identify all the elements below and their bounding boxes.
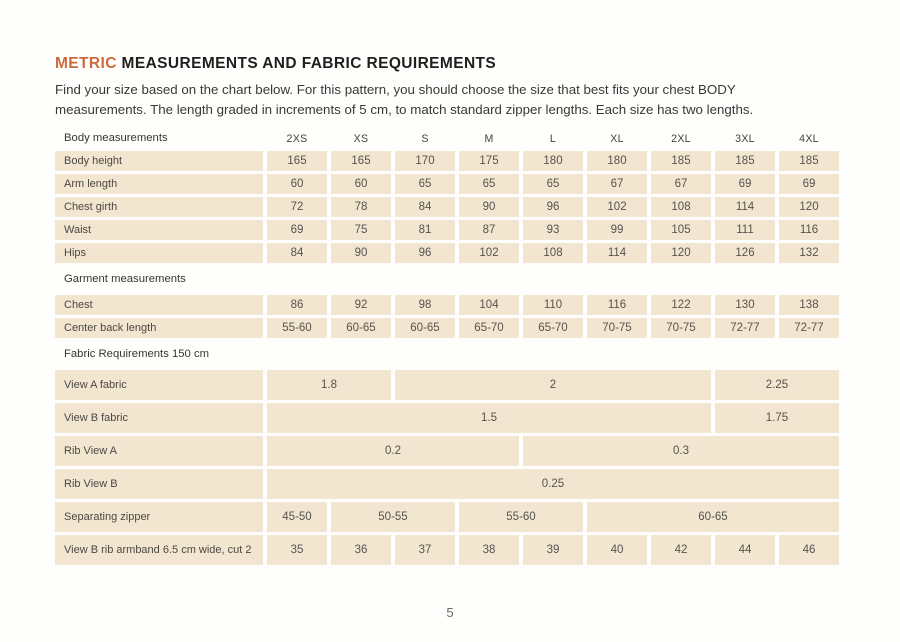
size-header-cell: XS (353, 132, 369, 145)
value-cell: 60 (331, 174, 391, 194)
row-label: Body measurements (64, 132, 168, 144)
row-label: Center back length (55, 318, 263, 338)
value-cell: 60 (267, 174, 327, 194)
value-cell: 65 (523, 174, 583, 194)
value-cell: 55-60 (267, 318, 327, 338)
value-cell: 55-60 (459, 502, 583, 532)
value-cell: 69 (267, 220, 327, 240)
value-cell: 120 (651, 243, 711, 263)
value-cell: 165 (267, 151, 327, 171)
table-row (55, 295, 839, 315)
value-cell: 1.8 (267, 370, 391, 400)
value-cell: 78 (331, 197, 391, 217)
table-row (55, 436, 839, 466)
value-cell: 45-50 (267, 502, 327, 532)
table-row (55, 535, 839, 565)
table-row (55, 341, 839, 367)
value-cell: 72-77 (715, 318, 775, 338)
page-title (55, 55, 839, 73)
size-header-cell: 2XL (671, 132, 691, 145)
size-header-cell: XL (610, 132, 624, 145)
value-cell: 65 (395, 174, 455, 194)
value-cell: 93 (523, 220, 583, 240)
value-cell: 111 (715, 220, 775, 240)
row-label: View B fabric (55, 403, 263, 433)
row-label: Rib View A (55, 436, 263, 466)
value-cell: 70-75 (587, 318, 647, 338)
value-cell: 104 (459, 295, 519, 315)
table-row (55, 266, 839, 292)
value-cell: 36 (331, 535, 391, 565)
value-cell: 132 (779, 243, 839, 263)
table-row (55, 370, 839, 400)
value-cell: 105 (651, 220, 711, 240)
value-cell: 72-77 (779, 318, 839, 338)
value-cell: 108 (651, 197, 711, 217)
value-cell: 126 (715, 243, 775, 263)
size-header-cell: S (421, 132, 429, 145)
value-cell: 98 (395, 295, 455, 315)
value-cell: 37 (395, 535, 455, 565)
size-header-cell: L (549, 132, 557, 145)
value-cell: 96 (395, 243, 455, 263)
size-header-cell: 2XS (286, 132, 308, 145)
row-label: Arm length (55, 174, 263, 194)
size-header-cell: M (484, 132, 494, 145)
row-label: View B rib armband 6.5 cm wide, cut 2 (55, 535, 263, 565)
value-cell: 67 (651, 174, 711, 194)
value-cell: 39 (523, 535, 583, 565)
row-label: Chest (55, 295, 263, 315)
value-cell: 90 (459, 197, 519, 217)
value-cell: 86 (267, 295, 327, 315)
value-cell: 70-75 (651, 318, 711, 338)
table-row (55, 151, 839, 171)
value-cell: 46 (779, 535, 839, 565)
value-cell: 165 (331, 151, 391, 171)
value-cell: 180 (523, 151, 583, 171)
value-cell: 1.5 (267, 403, 711, 433)
value-cell: 114 (587, 243, 647, 263)
size-header-cell: 3XL (735, 132, 755, 145)
value-cell: 65 (459, 174, 519, 194)
value-cell: 175 (459, 151, 519, 171)
value-cell: 0.3 (523, 436, 839, 466)
value-cell: 96 (523, 197, 583, 217)
table-row (55, 243, 839, 263)
row-label: Waist (55, 220, 263, 240)
value-cell: 185 (651, 151, 711, 171)
intro-text (55, 80, 839, 119)
title-accent: METRIC (55, 55, 117, 72)
value-cell: 0.25 (267, 469, 839, 499)
value-cell: 69 (715, 174, 775, 194)
row-label: Rib View B (55, 469, 263, 499)
value-cell: 99 (587, 220, 647, 240)
table-body (55, 129, 839, 565)
value-cell: 67 (587, 174, 647, 194)
value-cell: 44 (715, 535, 775, 565)
value-cell: 65-70 (459, 318, 519, 338)
section-label: Fabric Requirements 150 cm (64, 348, 210, 360)
value-cell: 102 (587, 197, 647, 217)
intro-line-1: Find your size based on the chart below. For this pattern, you should choose the size that best fits your chest BODY (55, 82, 736, 97)
table-row (55, 220, 839, 240)
value-cell: 84 (395, 197, 455, 217)
value-cell: 110 (523, 295, 583, 315)
value-cell: 2.25 (715, 370, 839, 400)
size-header-cell: 4XL (799, 132, 819, 145)
value-cell: 108 (523, 243, 583, 263)
value-cell: 1.75 (715, 403, 839, 433)
title-rest: MEASUREMENTS AND FABRIC REQUIREMENTS (116, 55, 497, 72)
value-cell: 130 (715, 295, 775, 315)
value-cell: 114 (715, 197, 775, 217)
table-row (55, 318, 839, 338)
row-label: View A fabric (55, 370, 263, 400)
value-cell: 65-70 (523, 318, 583, 338)
section-label: Garment measurements (64, 273, 186, 285)
table-row (55, 469, 839, 499)
row-label: Body height (55, 151, 263, 171)
page-number: 5 (446, 605, 454, 620)
value-cell: 102 (459, 243, 519, 263)
value-cell: 40 (587, 535, 647, 565)
value-cell: 81 (395, 220, 455, 240)
intro-line-2: measurements. The length graded in increments of 5 cm, to match standard zipper lengths. Each size has two lengths. (55, 101, 754, 117)
value-cell: 38 (459, 535, 519, 565)
value-cell: 69 (779, 174, 839, 194)
row-label: Hips (55, 243, 263, 263)
table-row (55, 403, 839, 433)
value-cell: 60-65 (395, 318, 455, 338)
value-cell: 2 (395, 370, 711, 400)
value-cell: 138 (779, 295, 839, 315)
value-cell: 35 (267, 535, 327, 565)
value-cell: 87 (459, 220, 519, 240)
table-row (55, 174, 839, 194)
row-label: Chest girth (55, 197, 263, 217)
value-cell: 120 (779, 197, 839, 217)
value-cell: 72 (267, 197, 327, 217)
table-row (55, 129, 839, 148)
table-row (55, 502, 839, 532)
table-row (55, 197, 839, 217)
value-cell: 84 (267, 243, 327, 263)
value-cell: 42 (651, 535, 711, 565)
value-cell: 60-65 (587, 502, 839, 532)
value-cell: 180 (587, 151, 647, 171)
value-cell: 92 (331, 295, 391, 315)
value-cell: 116 (587, 295, 647, 315)
value-cell: 116 (779, 220, 839, 240)
value-cell: 185 (715, 151, 775, 171)
value-cell: 75 (331, 220, 391, 240)
value-cell: 0.2 (267, 436, 519, 466)
measurements-table (51, 126, 843, 568)
value-cell: 185 (779, 151, 839, 171)
row-label: Separating zipper (55, 502, 263, 532)
value-cell: 122 (651, 295, 711, 315)
value-cell: 60-65 (331, 318, 391, 338)
value-cell: 50-55 (331, 502, 455, 532)
value-cell: 90 (331, 243, 391, 263)
value-cell: 170 (395, 151, 455, 171)
